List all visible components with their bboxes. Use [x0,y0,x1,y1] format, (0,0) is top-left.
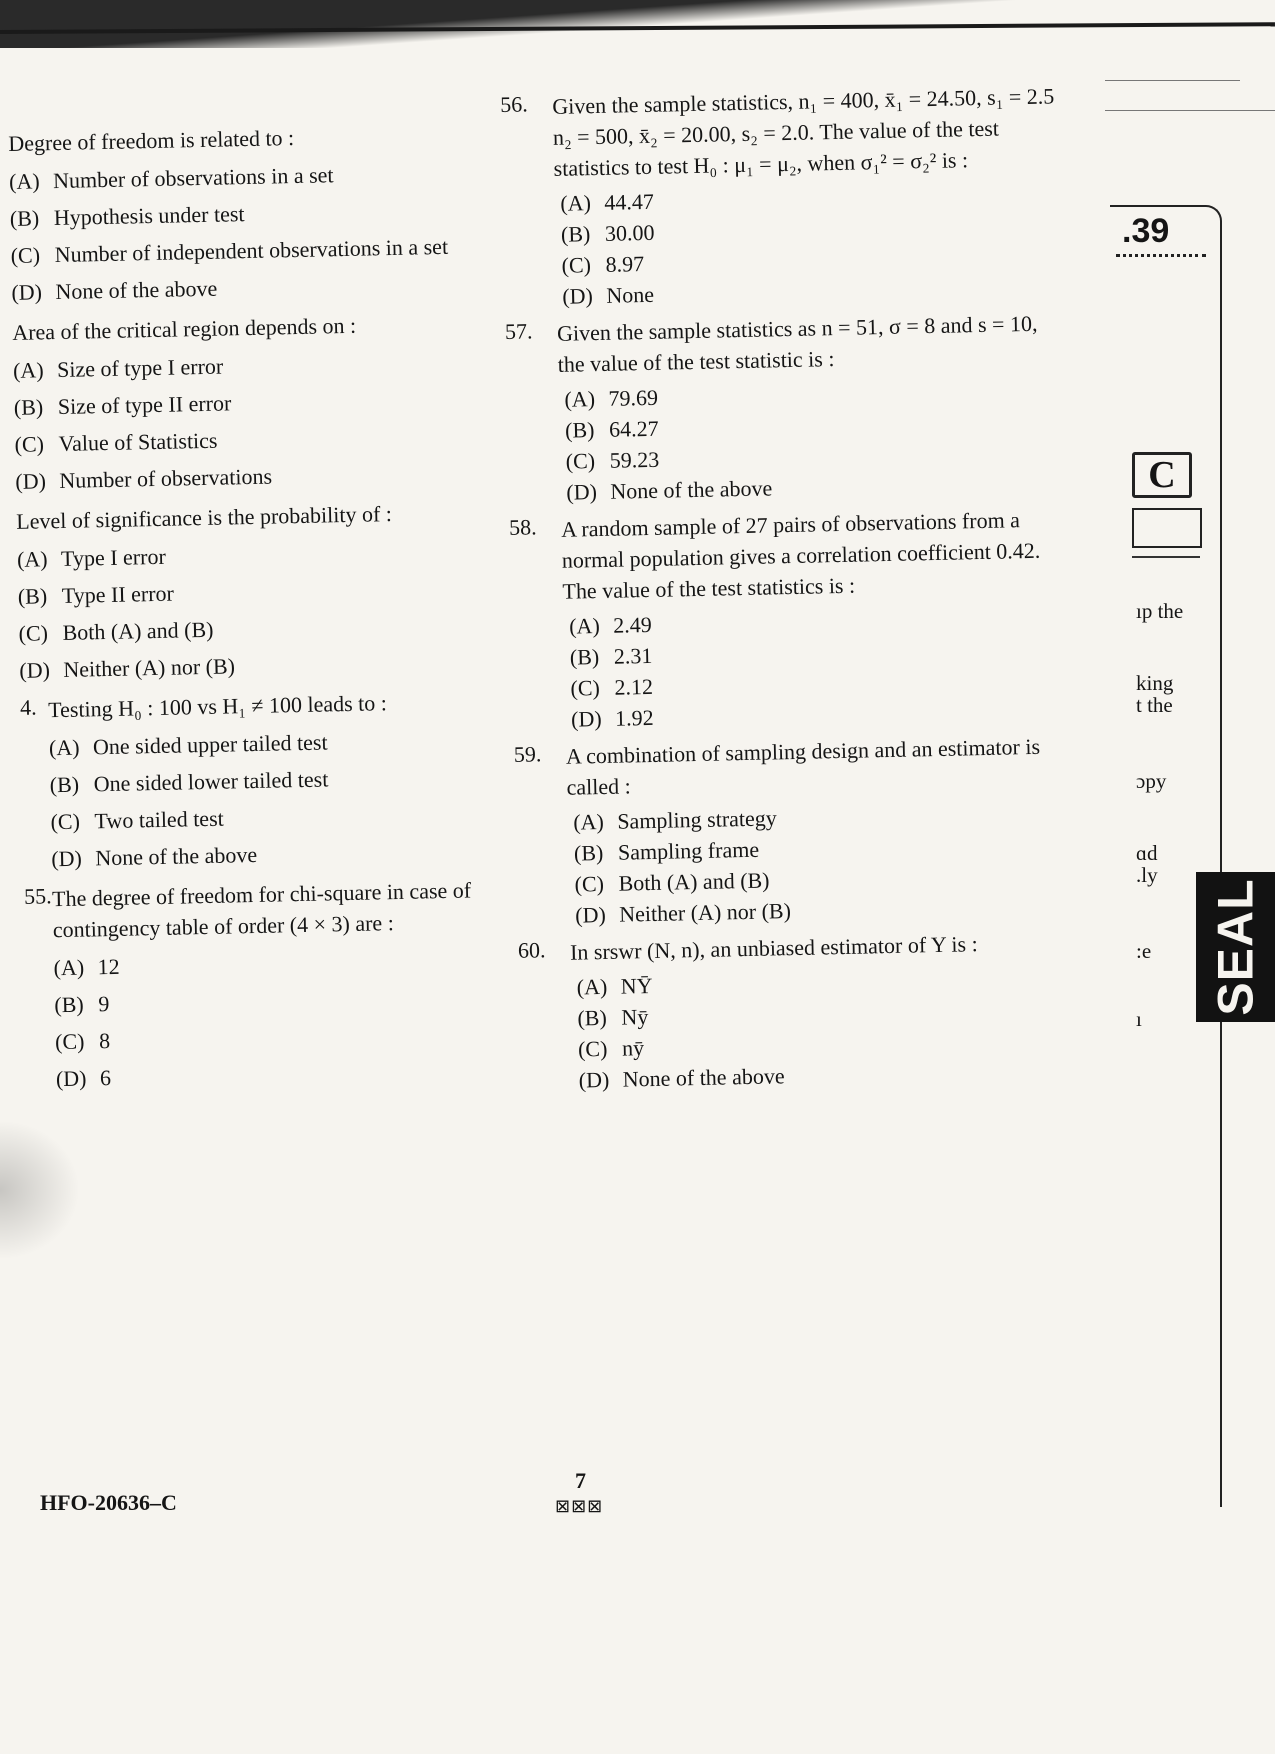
question-stem: In srswr (N, n), an unbiased estimator of Y is : [569,931,978,965]
question-stem: Given the sample statistics as n = 51, σ = 8 and s = 10, the value of the test statistic is : [556,310,1038,377]
option-text: nȳ [621,1035,645,1061]
question-stem: Area of the critical region depends on : [12,312,357,345]
question-stem: A combination of sampling design and an estimator is called : [565,733,1041,800]
option-text: NȲ [620,973,653,999]
option-list [53,939,548,1097]
option-text: 8.97 [605,251,645,277]
option-text: Number of observations [59,463,273,493]
question-number: 60. [517,937,546,963]
question [514,730,1078,932]
option-letter: (A) [12,357,44,383]
option-list [567,796,1077,931]
option-letter: (A) [568,613,601,639]
option-text: 6 [99,1065,112,1091]
option-letter: (A) [564,386,596,412]
question-stem: Degree of freedom is related to : [8,125,295,156]
option-text: Both (A) and (B) [62,616,214,645]
option-text: 59.23 [609,446,660,473]
option-text: Value of Statistics [58,427,218,457]
question-stem: A random sample of 27 pairs of observations from a normal population gives a correlation coefficient 0.42. The value of the test statistics is : [560,507,1041,604]
question [518,926,1081,1097]
option-text: Hypothesis under test [53,201,245,231]
question [8,117,532,311]
question-number: 58. [508,514,537,540]
option-list [49,719,544,877]
edge-fragment: ıp the [1136,599,1184,623]
question-number: 57. [504,318,533,344]
edge-fragment: ı [1136,1007,1142,1031]
option-letter: (C) [561,252,592,278]
option-text: 79.69 [608,384,659,411]
option-letter: (D) [51,845,83,872]
option-letter: (B) [569,644,600,670]
option-text: 12 [97,953,120,980]
option-text: None of the above [95,841,258,871]
option-list [9,152,532,311]
adjacent-page-edge [1110,205,1222,1507]
question [20,684,544,878]
option-letter: (A) [48,734,80,761]
option-text: 30.00 [604,219,655,246]
option-text: 64.27 [608,415,659,442]
scan-smudge [0,1120,80,1260]
question-number: 4. [19,694,37,720]
option-text: Number of observations in a set [52,162,334,194]
option-text: Nȳ [621,1004,649,1030]
option-text: Sampling frame [617,836,760,865]
option-text: Neither (A) nor (B) [618,898,792,927]
option-text: 8 [98,1028,111,1054]
option-letter: (A) [560,190,592,216]
option-text: 44.47 [604,188,655,215]
option-letter: (A) [576,973,608,1000]
option-text: Two tailed test [94,805,224,834]
option-letter: (B) [577,1004,607,1031]
footer-marks: ⊠⊠⊠ [555,1496,604,1517]
right-question-column [500,80,1081,1103]
edge-fragment: king t the [1136,671,1174,717]
option-text: 9 [98,991,110,1017]
series-code-box: C [1132,452,1192,498]
option-list [554,177,1064,312]
question [509,503,1074,736]
option-list [13,341,536,500]
question-stem: The degree of freedom for chi-square in case of contingency table of order (4 × 3) are : [51,877,472,943]
option-letter: (C) [574,870,605,897]
option-letter: (D) [15,468,47,494]
option-letter: (C) [18,620,49,646]
option-letter: (B) [560,221,591,247]
option-text: None of the above [610,475,773,504]
option-letter: (A) [8,168,40,194]
option-text: Size of type I error [56,353,224,383]
option-text: One sided upper tailed test [92,729,328,760]
option-letter: (D) [11,279,43,305]
option-text: One sided lower tailed test [93,766,329,797]
option-letter: (C) [54,1028,85,1055]
question-stem: Testing H₀ : 100 vs H₁ ≠ 100 leads to : [47,690,388,723]
edge-fragment: ɔpy [1136,769,1167,793]
question [500,80,1065,313]
option-list [17,530,540,689]
series-rule [1132,556,1200,558]
option-text: Type I error [60,543,167,571]
question-number: 56. [500,91,529,117]
option-letter: (B) [564,417,595,443]
question [16,495,540,689]
page-badge: .39 [1122,212,1170,250]
option-letter: (B) [13,394,44,420]
option-text: 1.92 [614,704,654,731]
option-text: 2.12 [614,673,654,700]
option-letter: (D) [578,1066,610,1093]
option-letter: (B) [49,771,80,798]
dotted-line [1116,254,1206,257]
question [12,306,536,500]
option-letter: (B) [573,840,604,866]
question-stem: Given the sample statistics, n₁ = 400, x̄₁ = 24.50, s₁ = 2.5 n₂ = 500, x̄₂ = 20.00, s₂ = 2.0. The value of the test statistics to test H₀ : μ₁ = μ₂, when σ₁² = σ₂² is : [552,83,1055,181]
option-letter: (D) [19,657,51,683]
option-letter: (C) [570,675,601,701]
option-list [558,373,1068,508]
option-text: None [606,281,655,308]
left-question-column [8,117,548,1104]
option-text: Type II error [61,580,175,608]
option-letter: (C) [14,431,45,457]
question-stem: Level of significance is the probability of : [15,501,393,534]
option-list [563,600,1073,735]
option-letter: (A) [53,954,85,981]
option-letter: (C) [565,448,596,474]
option-letter: (D) [55,1065,87,1092]
option-text: None of the above [622,1063,785,1092]
option-list [570,961,1080,1096]
option-text: 2.49 [612,611,652,638]
option-text: Neither (A) nor (B) [63,653,236,682]
edge-rule [1105,110,1275,111]
edge-rule [1105,80,1240,81]
seal-label: SEAL [1207,878,1264,1016]
booklet-code: HFO-20636–C [40,1490,177,1515]
option-letter: (D) [566,479,598,505]
option-text: None of the above [55,275,218,305]
option-text: Size of type II error [57,390,232,420]
seal-stamp [1196,872,1275,1022]
option-text: 2.31 [613,642,653,669]
option-letter: (D) [570,706,602,732]
option-letter: (D) [574,901,607,928]
edge-fragment: :e [1136,939,1152,963]
option-letter: (A) [573,808,605,835]
page-number: 7 [575,1468,586,1493]
option-text: Both (A) and (B) [618,867,770,896]
question [505,307,1069,509]
option-letter: (C) [10,242,41,268]
option-letter: (A) [16,546,48,572]
option-text: Number of independent observations in a set [54,233,449,268]
option-letter: (B) [17,583,48,609]
question [24,873,548,1098]
question-number: 55. [23,883,52,909]
edge-fragment: ɑd .ly [1136,841,1158,887]
option-letter: (D) [562,283,594,309]
blank-box [1132,508,1202,548]
option-letter: (C) [50,808,81,835]
option-letter: (B) [54,991,84,1018]
option-text: Sampling strategy [617,805,778,834]
option-letter: (C) [577,1035,608,1062]
question-number: 59. [513,741,542,767]
option-letter: (B) [9,205,40,231]
